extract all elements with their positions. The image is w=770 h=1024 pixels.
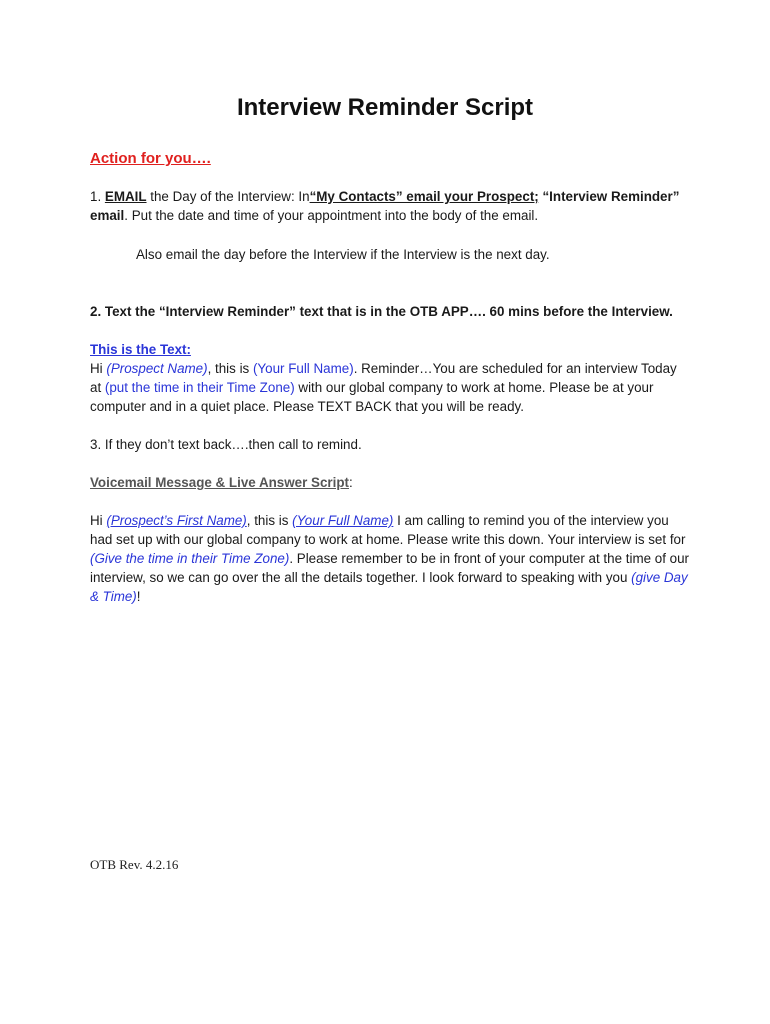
prospect-name-placeholder: (Prospect Name) xyxy=(106,361,208,376)
step-1-paragraph xyxy=(90,187,690,225)
text-section-heading: This is the Text: xyxy=(90,342,191,357)
text-section xyxy=(90,340,690,416)
step-3-paragraph: 3. If they don’t text back….then call to remind. xyxy=(90,437,362,452)
step-2-paragraph: 2. Text the “Interview Reminder” text that is in the OTB APP…. 60 mins before the Interview. xyxy=(90,304,673,319)
voicemail-script: Hi (Prospect’s First Name), this is (Your Full Name) I am calling to remind you of the interview you had set up with our global company to work at home. Please write this down. Your interview is set for (Give the time in their Time Zone). Please remember to be in front of your computer at the time of our interview, so we can go over the all the details together. I look forward to speaking with you (give Day & Time)! xyxy=(90,513,690,604)
text-message-body: Hi (Prospect Name), this is (Your Full Name). Reminder…You are scheduled for an interview Today at (put the time in their Time Zone) with our global company to work at home. Please be at your computer and in a quiet place. Please TEXT BACK that you will be ready. xyxy=(90,361,677,414)
step-1-detail: . Put the date and time of your appointment into the body of the email. xyxy=(124,208,539,223)
voicemail-heading-line: Voicemail Message & Live Answer Script: xyxy=(90,475,353,490)
step-1-text: the Day of the Interview: In xyxy=(146,189,310,204)
prospect-first-name-placeholder: (Prospect’s First Name) xyxy=(106,513,247,528)
page-title: Interview Reminder Script xyxy=(236,94,534,121)
my-contacts-text: “My Contacts” email your Prospect; xyxy=(309,189,539,204)
email-label: EMAIL xyxy=(104,189,147,204)
interview-reminder-email: “Interview Reminder” email xyxy=(90,189,680,223)
revision-footer: OTB Rev. 4.2.16 xyxy=(90,857,179,872)
action-heading: Action for you…. xyxy=(90,150,211,167)
your-full-name-placeholder: (Your Full Name) xyxy=(252,361,354,376)
voicemail-heading: Voicemail Message & Live Answer Script xyxy=(90,475,349,490)
step-1-number: 1. xyxy=(90,189,105,204)
day-time-placeholder: (give Day & Time) xyxy=(90,570,688,604)
voicemail-full-name-placeholder: (Your Full Name) xyxy=(292,513,394,528)
also-email-note: Also email the day before the Interview if the Interview is the next day. xyxy=(136,247,550,262)
time-zone-placeholder: (put the time in their Time Zone) xyxy=(104,380,295,395)
voicemail-time-placeholder: (Give the time in their Time Zone) xyxy=(90,551,290,566)
